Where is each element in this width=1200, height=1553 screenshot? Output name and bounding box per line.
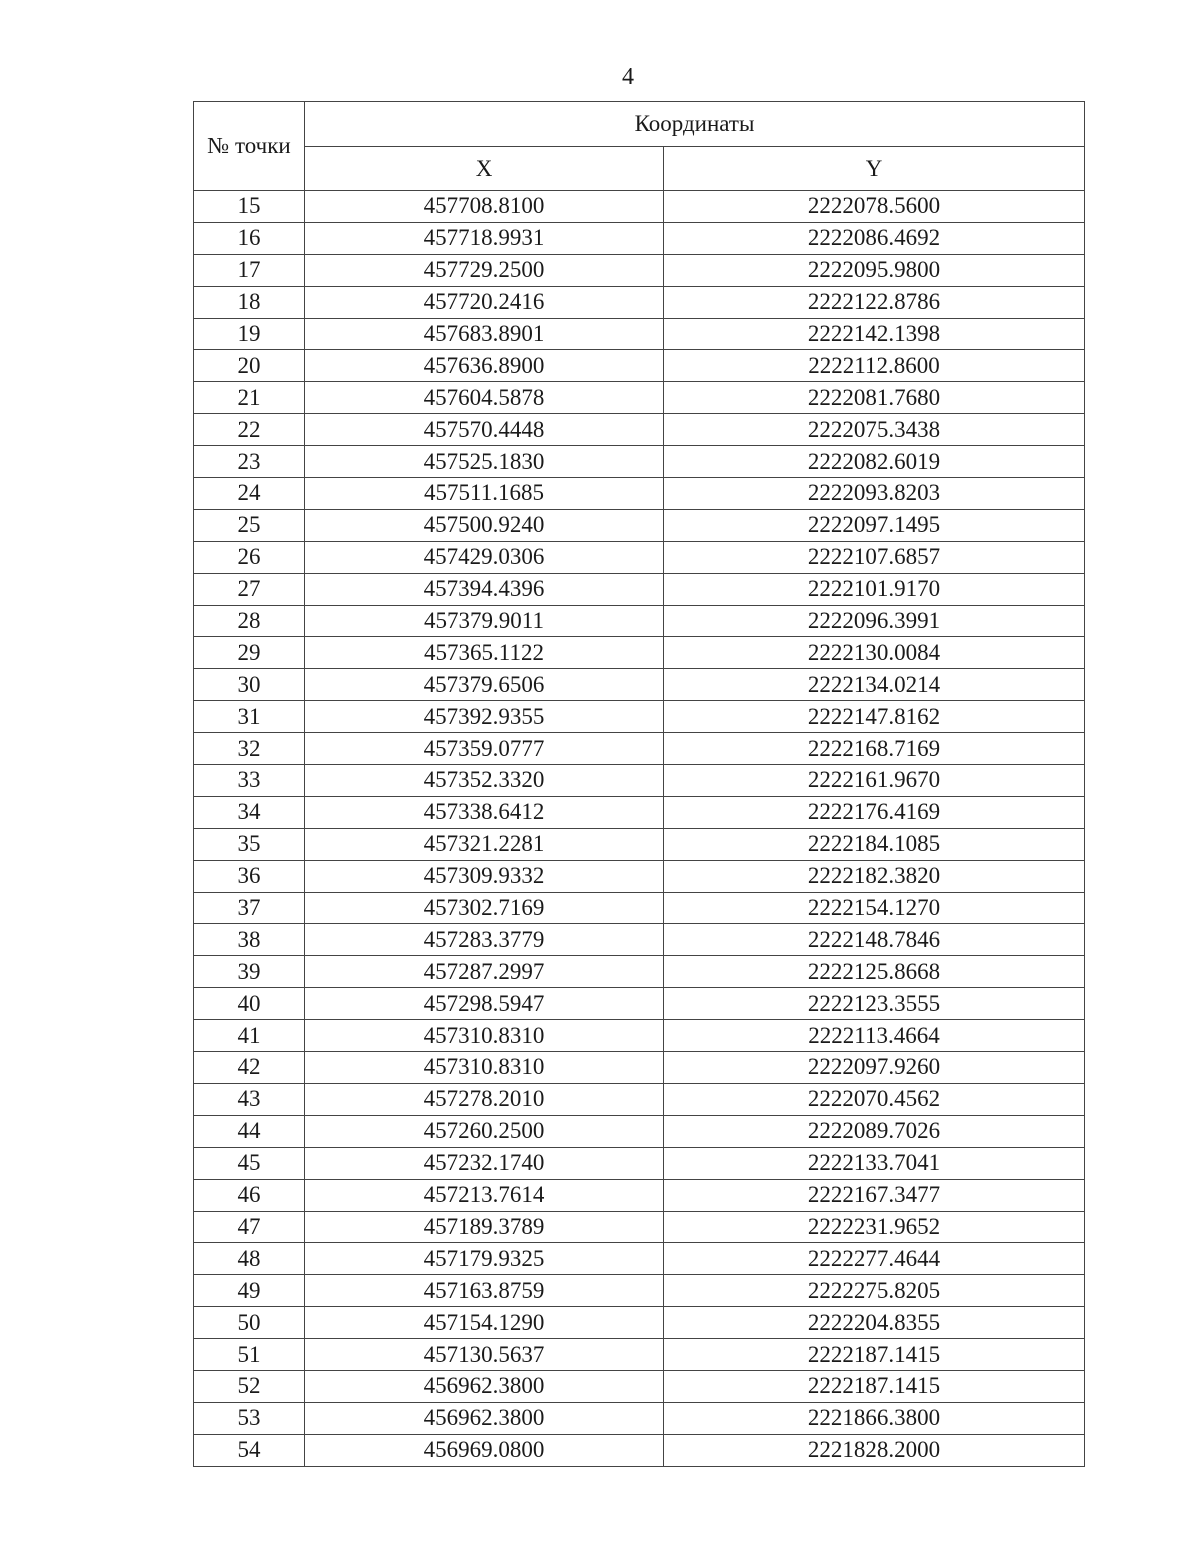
point-number-cell: 38 [194,924,305,956]
table-row [194,1370,1085,1402]
y-coordinate-cell: 2222130.0084 [664,637,1085,669]
x-coordinate-cell: 457359.0777 [305,733,664,765]
table-row [194,860,1085,892]
y-coordinate-cell: 2222231.9652 [664,1211,1085,1243]
point-number-cell: 37 [194,892,305,924]
x-coordinate-cell: 457298.5947 [305,988,664,1020]
x-coordinate-cell: 457636.8900 [305,350,664,382]
point-number-cell: 19 [194,318,305,350]
x-coordinate-cell: 457708.8100 [305,191,664,223]
y-coordinate-cell: 2222277.4644 [664,1243,1085,1275]
table-row [194,1434,1085,1466]
coordinates-table [193,101,1085,1467]
table-row [194,956,1085,988]
y-coordinate-cell: 2222107.6857 [664,541,1085,573]
y-coordinate-cell: 2222082.6019 [664,446,1085,478]
y-coordinate-cell: 2222275.8205 [664,1275,1085,1307]
page-number: 4 [622,64,634,90]
y-coordinate-cell: 2222075.3438 [664,414,1085,446]
table-row [194,1339,1085,1371]
point-number-cell: 54 [194,1434,305,1466]
point-number-cell: 15 [194,191,305,223]
table-row [194,318,1085,350]
y-coordinate-cell: 2222125.8668 [664,956,1085,988]
y-coordinate-cell: 2222097.9260 [664,1052,1085,1084]
y-coordinate-cell: 2222167.3477 [664,1179,1085,1211]
table-row [194,637,1085,669]
table-row [194,924,1085,956]
y-coordinate-cell: 2222161.9670 [664,765,1085,797]
point-number-cell: 48 [194,1243,305,1275]
table-row [194,478,1085,510]
point-number-cell: 33 [194,765,305,797]
y-coordinate-cell: 2222204.8355 [664,1307,1085,1339]
x-coordinate-cell: 457511.1685 [305,478,664,510]
x-coordinate-cell: 457310.8310 [305,1052,664,1084]
point-number-cell: 40 [194,988,305,1020]
point-number-cell: 52 [194,1370,305,1402]
table-row [194,765,1085,797]
point-number-cell: 24 [194,478,305,510]
table-row [194,669,1085,701]
x-coordinate-cell: 456969.0800 [305,1434,664,1466]
point-number-cell: 23 [194,446,305,478]
y-coordinate-cell: 2222081.7680 [664,382,1085,414]
x-coordinate-cell: 457379.9011 [305,605,664,637]
y-coordinate-cell: 2222148.7846 [664,924,1085,956]
x-coordinate-cell: 456962.3800 [305,1370,664,1402]
point-number-header: № точки [194,102,305,191]
table-row [194,1211,1085,1243]
table-row [194,1147,1085,1179]
x-coordinate-cell: 457179.9325 [305,1243,664,1275]
x-coordinate-cell: 457310.8310 [305,1020,664,1052]
x-coordinate-cell: 457729.2500 [305,254,664,286]
y-coordinate-cell: 2222097.1495 [664,509,1085,541]
point-number-cell: 45 [194,1147,305,1179]
table-row [194,1402,1085,1434]
point-number-cell: 17 [194,254,305,286]
y-coordinate-cell: 2222093.8203 [664,478,1085,510]
table-row [194,828,1085,860]
x-coordinate-cell: 457130.5637 [305,1339,664,1371]
y-coordinate-cell: 2222122.8786 [664,286,1085,318]
table-row [194,733,1085,765]
x-coordinate-cell: 457189.3789 [305,1211,664,1243]
x-coordinate-cell: 457604.5878 [305,382,664,414]
y-coordinate-cell: 2222101.9170 [664,573,1085,605]
table-row [194,1052,1085,1084]
table-row [194,892,1085,924]
y-coordinate-cell: 2222168.7169 [664,733,1085,765]
point-number-cell: 16 [194,222,305,254]
y-coordinate-cell: 2222134.0214 [664,669,1085,701]
point-number-cell: 47 [194,1211,305,1243]
y-coordinate-cell: 2222096.3991 [664,605,1085,637]
point-number-cell: 46 [194,1179,305,1211]
point-number-cell: 26 [194,541,305,573]
point-number-cell: 27 [194,573,305,605]
y-coordinate-cell: 2222184.1085 [664,828,1085,860]
table-row [194,1243,1085,1275]
y-coordinate-cell: 2222154.1270 [664,892,1085,924]
table-row [194,414,1085,446]
point-number-cell: 51 [194,1339,305,1371]
point-number-cell: 29 [194,637,305,669]
x-coordinate-cell: 457278.2010 [305,1083,664,1115]
x-coordinate-cell: 457321.2281 [305,828,664,860]
point-number-cell: 50 [194,1307,305,1339]
table-row [194,1115,1085,1147]
point-number-cell: 49 [194,1275,305,1307]
point-number-cell: 30 [194,669,305,701]
point-number-cell: 53 [194,1402,305,1434]
table-row [194,350,1085,382]
y-coordinate-cell: 2222187.1415 [664,1370,1085,1402]
y-coordinate-cell: 2221866.3800 [664,1402,1085,1434]
table-row [194,509,1085,541]
coordinates-header: Координаты [305,102,1085,147]
y-coordinate-cell: 2222147.8162 [664,701,1085,733]
table-row [194,1083,1085,1115]
table-row [194,1020,1085,1052]
y-coordinate-cell: 2222089.7026 [664,1115,1085,1147]
point-number-cell: 41 [194,1020,305,1052]
table-row [194,1275,1085,1307]
x-coordinate-cell: 457379.6506 [305,669,664,701]
x-coordinate-cell: 457429.0306 [305,541,664,573]
point-number-cell: 22 [194,414,305,446]
table-body [194,191,1085,1467]
table-row [194,1307,1085,1339]
y-coordinate-cell: 2222187.1415 [664,1339,1085,1371]
point-number-cell: 31 [194,701,305,733]
x-coordinate-cell: 457392.9355 [305,701,664,733]
x-coordinate-cell: 457570.4448 [305,414,664,446]
y-coordinate-cell: 2222086.4692 [664,222,1085,254]
point-number-cell: 25 [194,509,305,541]
y-column-header: Y [664,147,1085,191]
x-coordinate-cell: 457309.9332 [305,860,664,892]
table-row [194,446,1085,478]
x-coordinate-cell: 457260.2500 [305,1115,664,1147]
point-number-cell: 34 [194,796,305,828]
y-coordinate-cell: 2222113.4664 [664,1020,1085,1052]
point-number-cell: 39 [194,956,305,988]
table-row [194,988,1085,1020]
point-number-cell: 42 [194,1052,305,1084]
table-row [194,382,1085,414]
point-number-cell: 21 [194,382,305,414]
y-coordinate-cell: 2222123.3555 [664,988,1085,1020]
point-number-cell: 43 [194,1083,305,1115]
table-row [194,573,1085,605]
point-number-cell: 18 [194,286,305,318]
x-coordinate-cell: 457302.7169 [305,892,664,924]
x-coordinate-cell: 457352.3320 [305,765,664,797]
x-coordinate-cell: 457500.9240 [305,509,664,541]
table-row [194,222,1085,254]
x-coordinate-cell: 457338.6412 [305,796,664,828]
y-coordinate-cell: 2222095.9800 [664,254,1085,286]
table-row [194,191,1085,223]
table-row [194,605,1085,637]
y-coordinate-cell: 2222112.8600 [664,350,1085,382]
x-coordinate-cell: 457683.8901 [305,318,664,350]
table-row [194,286,1085,318]
y-coordinate-cell: 2222176.4169 [664,796,1085,828]
x-column-header: X [305,147,664,191]
table-row [194,796,1085,828]
x-coordinate-cell: 457365.1122 [305,637,664,669]
x-coordinate-cell: 457283.3779 [305,924,664,956]
point-number-cell: 44 [194,1115,305,1147]
y-coordinate-cell: 2222182.3820 [664,860,1085,892]
x-coordinate-cell: 457163.8759 [305,1275,664,1307]
point-number-cell: 20 [194,350,305,382]
point-number-cell: 36 [194,860,305,892]
table-row [194,541,1085,573]
point-number-cell: 32 [194,733,305,765]
x-coordinate-cell: 457154.1290 [305,1307,664,1339]
x-coordinate-cell: 457718.9931 [305,222,664,254]
x-coordinate-cell: 456962.3800 [305,1402,664,1434]
y-coordinate-cell: 2222070.4562 [664,1083,1085,1115]
point-number-cell: 28 [194,605,305,637]
y-coordinate-cell: 2222133.7041 [664,1147,1085,1179]
x-coordinate-cell: 457287.2997 [305,956,664,988]
table-row [194,1179,1085,1211]
x-coordinate-cell: 457232.1740 [305,1147,664,1179]
y-coordinate-cell: 2222142.1398 [664,318,1085,350]
x-coordinate-cell: 457394.4396 [305,573,664,605]
x-coordinate-cell: 457525.1830 [305,446,664,478]
y-coordinate-cell: 2221828.2000 [664,1434,1085,1466]
table-row [194,701,1085,733]
y-coordinate-cell: 2222078.5600 [664,191,1085,223]
x-coordinate-cell: 457720.2416 [305,286,664,318]
table-row [194,254,1085,286]
table-header [194,102,1085,191]
x-coordinate-cell: 457213.7614 [305,1179,664,1211]
point-number-cell: 35 [194,828,305,860]
